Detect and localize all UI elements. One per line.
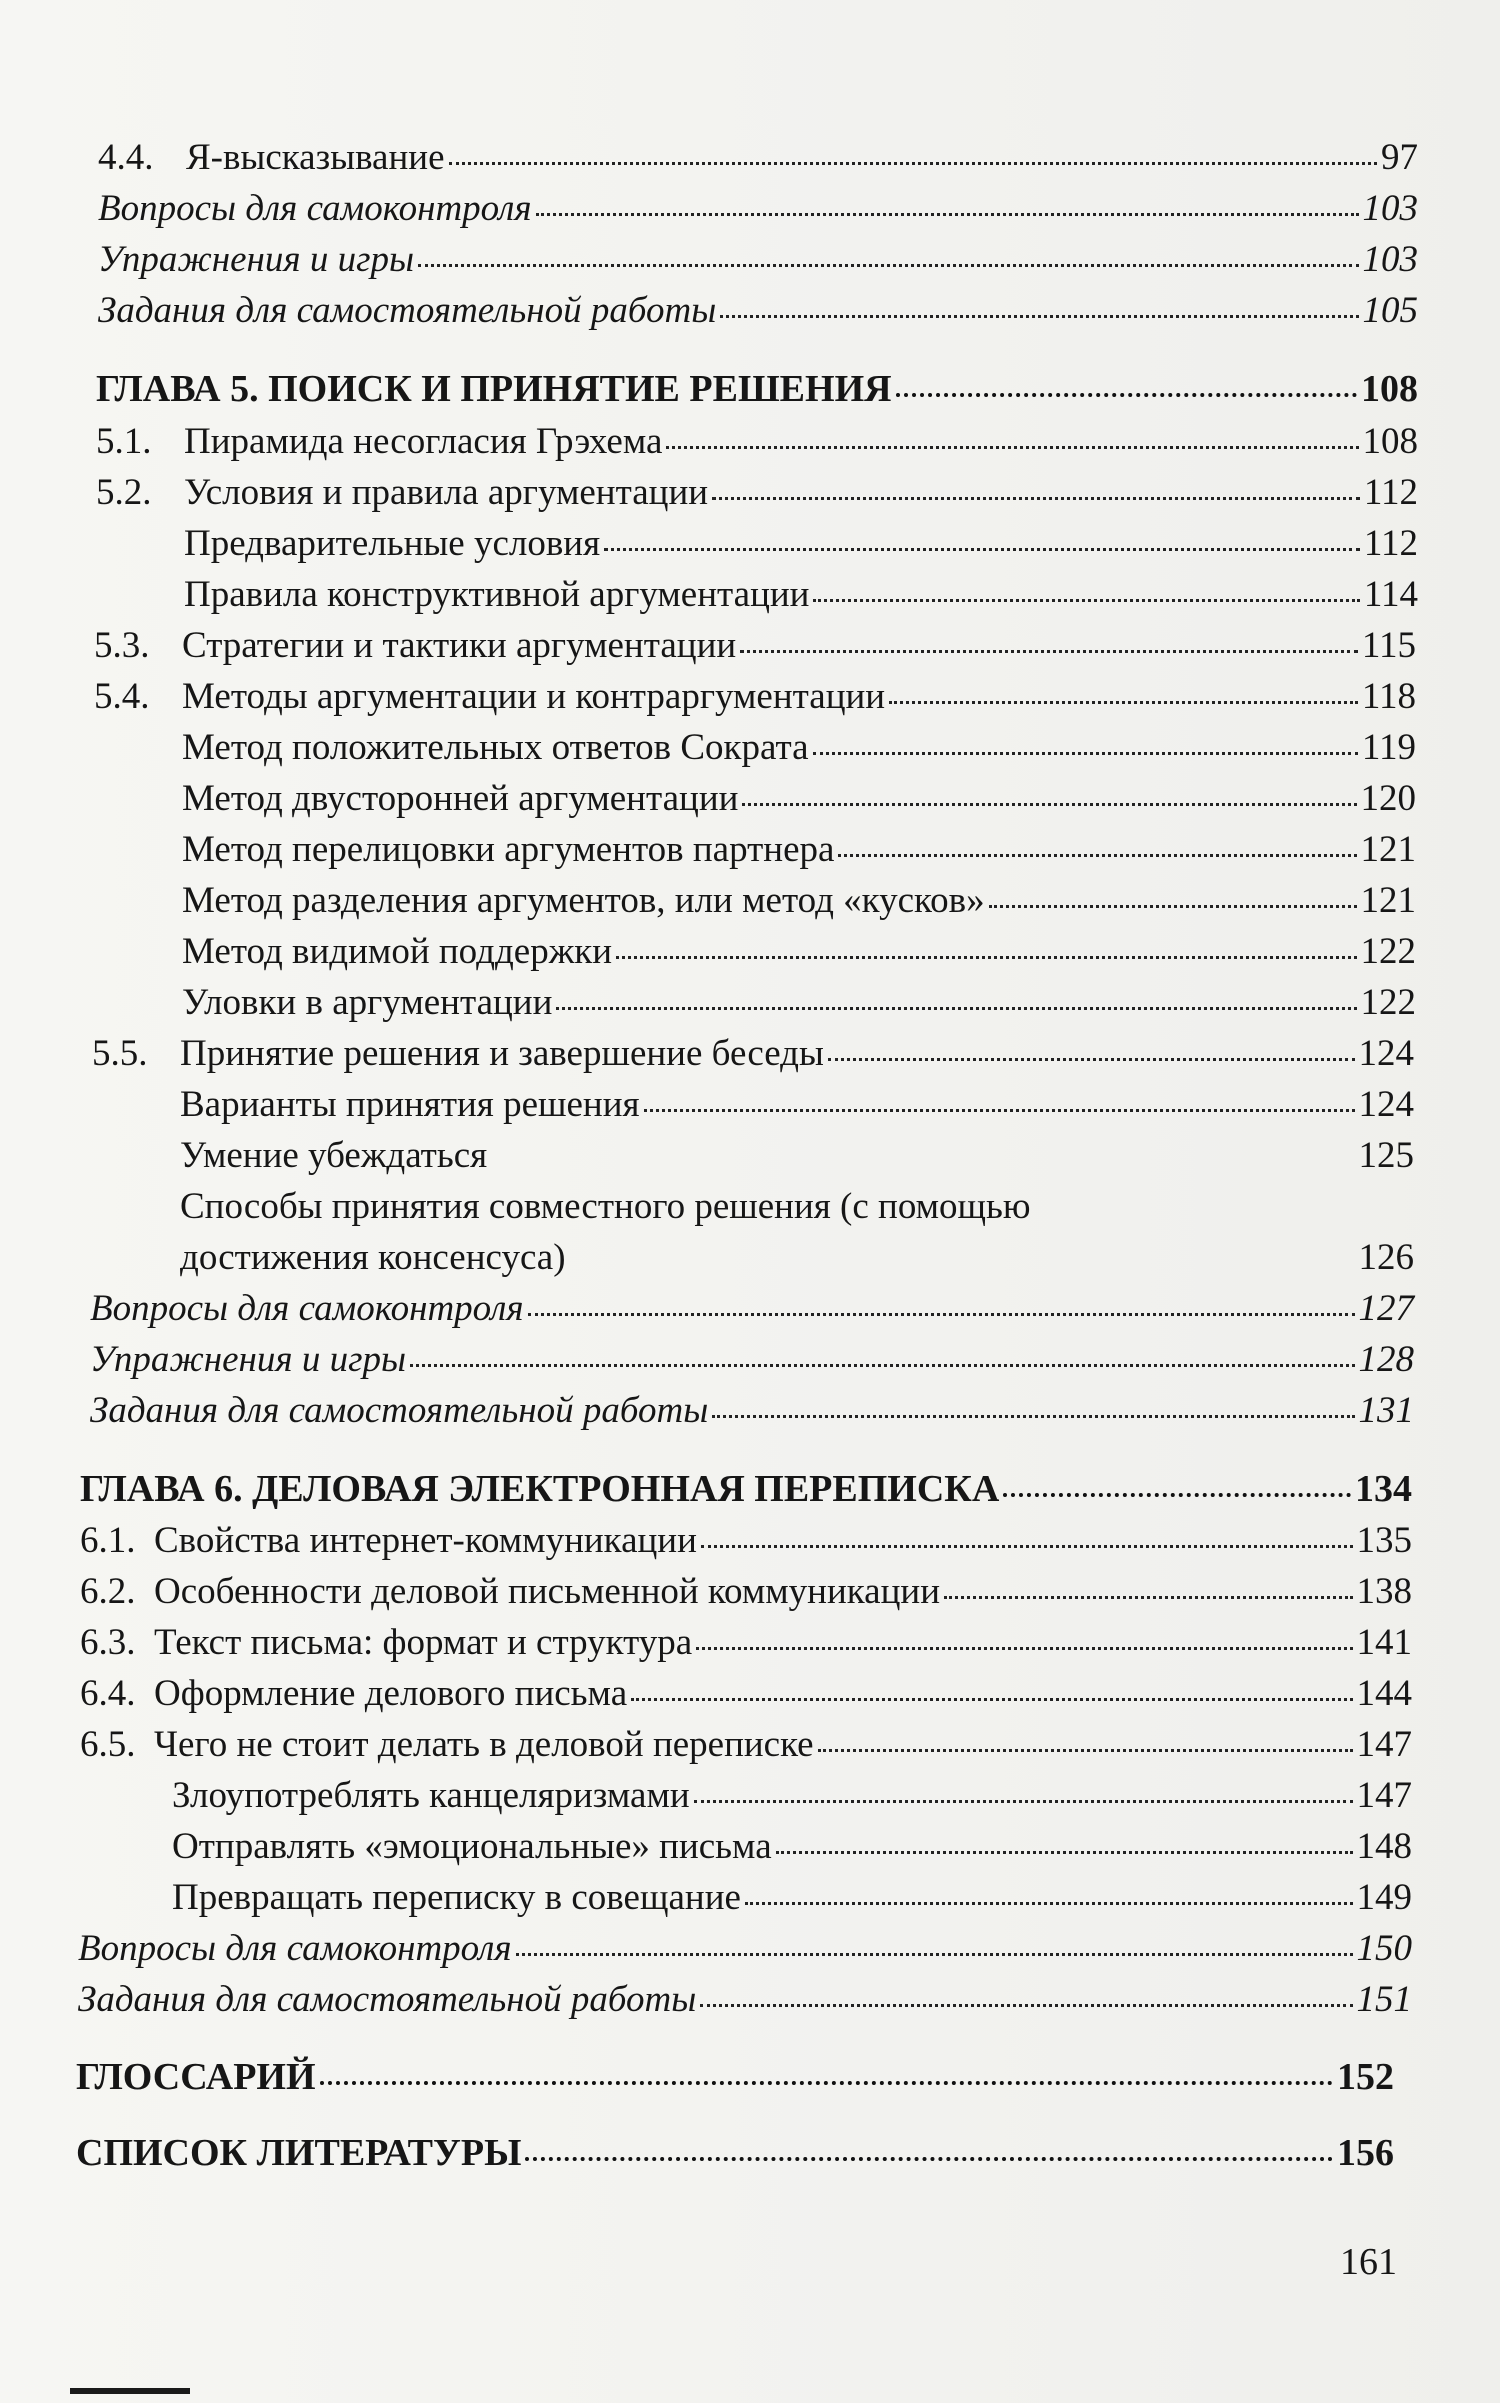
section-number: 5.3. [94,625,150,666]
page-number: 131 [1358,1390,1414,1431]
entry-title: Особенности деловой письменной коммуникации [154,1571,940,1612]
entry-title: Превращать переписку в совещание [172,1877,741,1918]
page-number: 103 [1362,188,1418,229]
section-number: 6.1. [80,1520,136,1561]
toc-entry [184,521,1418,567]
toc-entry [172,1875,1412,1921]
page-number: 134 [1355,1468,1412,1510]
toc-entry [182,725,1416,771]
dot-leader [896,393,1357,397]
page-number: 120 [1360,778,1416,819]
toc-entry [80,1722,1412,1768]
page-number: 122 [1360,931,1416,972]
dot-leader [556,1007,1356,1010]
entry-title: Упражнения и игры [90,1339,407,1380]
toc-entry [182,980,1416,1026]
page-number: 138 [1356,1571,1412,1612]
entry-title: Метод двусторонней аргументации [182,778,739,819]
page-number: 126 [1358,1237,1414,1278]
chapter-heading [76,2130,1394,2176]
dot-leader [696,1647,1352,1650]
bottom-edge-mark [70,2388,190,2394]
page-number: 121 [1360,880,1416,921]
page-number: 149 [1356,1877,1412,1918]
page-number: 124 [1358,1084,1414,1125]
page-folio-number: 161 [1340,2241,1397,2283]
page-number: 118 [1361,676,1416,717]
page-number: 115 [1361,625,1416,666]
entry-title: Задания для самостоятельной работы [98,290,717,331]
page-number: 108 [1361,368,1418,410]
entry-title: Метод положительных ответов Сократа [182,727,809,768]
entry-title: Пирамида несогласия Грэхема [184,421,663,462]
section-number: 5.5. [92,1033,148,1074]
toc-entry [180,1133,1414,1179]
page-number: 144 [1356,1673,1412,1714]
toc-entry [80,1620,1412,1666]
toc-entry [78,1926,1412,1972]
entry-title: Упражнения и игры [98,239,415,280]
page-number: 97 [1381,137,1418,178]
entry-title: Задания для самостоятельной работы [78,1979,697,2020]
dot-leader [700,2004,1352,2007]
toc-entry [80,1671,1412,1717]
dot-leader [1003,1493,1351,1497]
page-number: 119 [1361,727,1416,768]
toc-entry [182,929,1416,975]
toc-entry [94,623,1416,669]
chapter-heading [96,366,1418,412]
section-number: 4.4. [98,137,154,178]
dot-leader [712,497,1360,500]
page-number: 148 [1356,1826,1412,1867]
section-number: 6.5. [80,1724,136,1765]
toc-entry [94,674,1416,720]
dot-leader [720,315,1358,318]
toc-entry [182,878,1416,924]
page-number: 125 [1358,1135,1414,1176]
dot-leader [631,1698,1352,1701]
dot-leader [776,1851,1353,1854]
toc-entry [172,1824,1412,1870]
page-number: 112 [1363,472,1418,513]
entry-title: Задания для самостоятельной работы [90,1390,709,1431]
dot-leader [989,905,1357,908]
entry-title: Уловки в аргументации [182,982,553,1023]
entry-title: Отправлять «эмоциональные» письма [172,1826,772,1867]
dot-leader [818,1749,1353,1752]
dot-leader [320,2081,1333,2085]
dot-leader [701,1545,1353,1548]
entry-title: Метод разделения аргументов, или метод «кусков» [182,880,985,921]
dot-leader [666,446,1358,449]
toc-entry [90,1337,1414,1383]
chapter-title: СПИСОК ЛИТЕРАТУРЫ [76,2132,522,2174]
entry-title-line1: Способы принятия совместного решения (с помощью [180,1186,1031,1227]
toc-entry [184,572,1418,618]
page-number: 156 [1337,2132,1394,2174]
toc-entry [90,1388,1414,1434]
toc-entry [180,1235,1414,1281]
page-number: 128 [1358,1339,1414,1380]
dot-leader [742,803,1356,806]
chapter-title: ГЛАВА 5. ПОИСК И ПРИНЯТИЕ РЕШЕНИЯ [96,368,892,410]
entry-title: Вопросы для самоконтроля [90,1288,524,1329]
page-number: 135 [1356,1520,1412,1561]
dot-leader [889,701,1358,704]
entry-title: Я-высказывание [186,137,445,178]
page-number: 108 [1362,421,1418,462]
page-number: 147 [1356,1775,1412,1816]
dot-leader [813,752,1358,755]
entry-title: Злоупотреблять канцеляризмами [172,1775,690,1816]
toc-entry [98,288,1418,334]
page-number: 121 [1360,829,1416,870]
toc-entry [98,186,1418,232]
toc-entry [182,827,1416,873]
entry-title: Вопросы для самоконтроля [78,1928,512,1969]
entry-title: достижения консенсуса) [180,1237,566,1278]
dot-leader [616,956,1356,959]
entry-title: Условия и правила аргументации [184,472,709,513]
page-number: 114 [1363,574,1418,615]
dot-leader [528,1313,1355,1316]
page-number: 141 [1356,1622,1412,1663]
dot-leader [491,1160,1354,1163]
dot-leader [712,1415,1354,1418]
page-number: 147 [1356,1724,1412,1765]
entry-title: Чего не стоит делать в деловой переписке [154,1724,814,1765]
toc-entry [80,1569,1412,1615]
dot-leader [644,1109,1355,1112]
page-number: 124 [1358,1033,1414,1074]
dot-leader [813,599,1359,602]
entry-title: Правила конструктивной аргументации [184,574,810,615]
dot-leader [410,1364,1354,1367]
toc-entry [96,419,1418,465]
page-number: 103 [1362,239,1418,280]
chapter-title: ГЛАВА 6. ДЕЛОВАЯ ЭЛЕКТРОННАЯ ПЕРЕПИСКА [80,1468,1000,1510]
entry-title: Предварительные условия [184,523,601,564]
section-number: 5.2. [96,472,152,513]
entry-title: Стратегии и тактики аргументации [182,625,737,666]
toc-entry [92,1031,1414,1077]
toc-entry [90,1286,1414,1332]
dot-leader [944,1596,1353,1599]
toc-entry [98,135,1418,181]
entry-title: Вопросы для самоконтроля [98,188,532,229]
section-number: 5.4. [94,676,150,717]
chapter-title: ГЛОССАРИЙ [76,2056,316,2098]
page-number: 127 [1358,1288,1414,1329]
toc-entry [172,1773,1412,1819]
page-number: 152 [1337,2056,1394,2098]
dot-leader [828,1058,1355,1061]
section-number: 6.3. [80,1622,136,1663]
dot-leader [536,213,1359,216]
chapter-heading [80,1466,1412,1512]
dot-leader [694,1800,1353,1803]
toc-entry [78,1977,1412,2023]
chapter-heading [76,2054,1394,2100]
toc-entry [180,1082,1414,1128]
toc-entry [80,1518,1412,1564]
entry-title: Метод перелицовки аргументов партнера [182,829,835,870]
dot-leader [740,650,1358,653]
entry-title: Принятие решения и завершение беседы [180,1033,824,1074]
dot-leader [570,1262,1355,1265]
entry-title: Методы аргументации и контраргументации [182,676,886,717]
entry-title: Умение убеждаться [180,1135,488,1176]
dot-leader [525,2157,1333,2161]
section-number: 5.1. [96,421,152,462]
page-number: 151 [1356,1979,1412,2020]
dot-leader [449,162,1378,165]
toc-entry [182,776,1416,822]
dot-leader [418,264,1358,267]
entry-title: Текст письма: формат и структура [154,1622,693,1663]
toc-entry [96,470,1418,516]
page-number: 122 [1360,982,1416,1023]
dot-leader [604,548,1360,551]
page-number: 150 [1356,1928,1412,1969]
entry-title: Свойства интернет-коммуникации [154,1520,697,1561]
section-number: 6.2. [80,1571,136,1612]
page-number: 105 [1362,290,1418,331]
entry-title: Оформление делового письма [154,1673,628,1714]
toc-entry [98,237,1418,283]
dot-leader [838,854,1356,857]
entry-title: Варианты принятия решения [180,1084,640,1125]
dot-leader [516,1953,1353,1956]
dot-leader [745,1902,1353,1905]
entry-title: Метод видимой поддержки [182,931,613,972]
section-number: 6.4. [80,1673,136,1714]
page-number: 112 [1363,523,1418,564]
